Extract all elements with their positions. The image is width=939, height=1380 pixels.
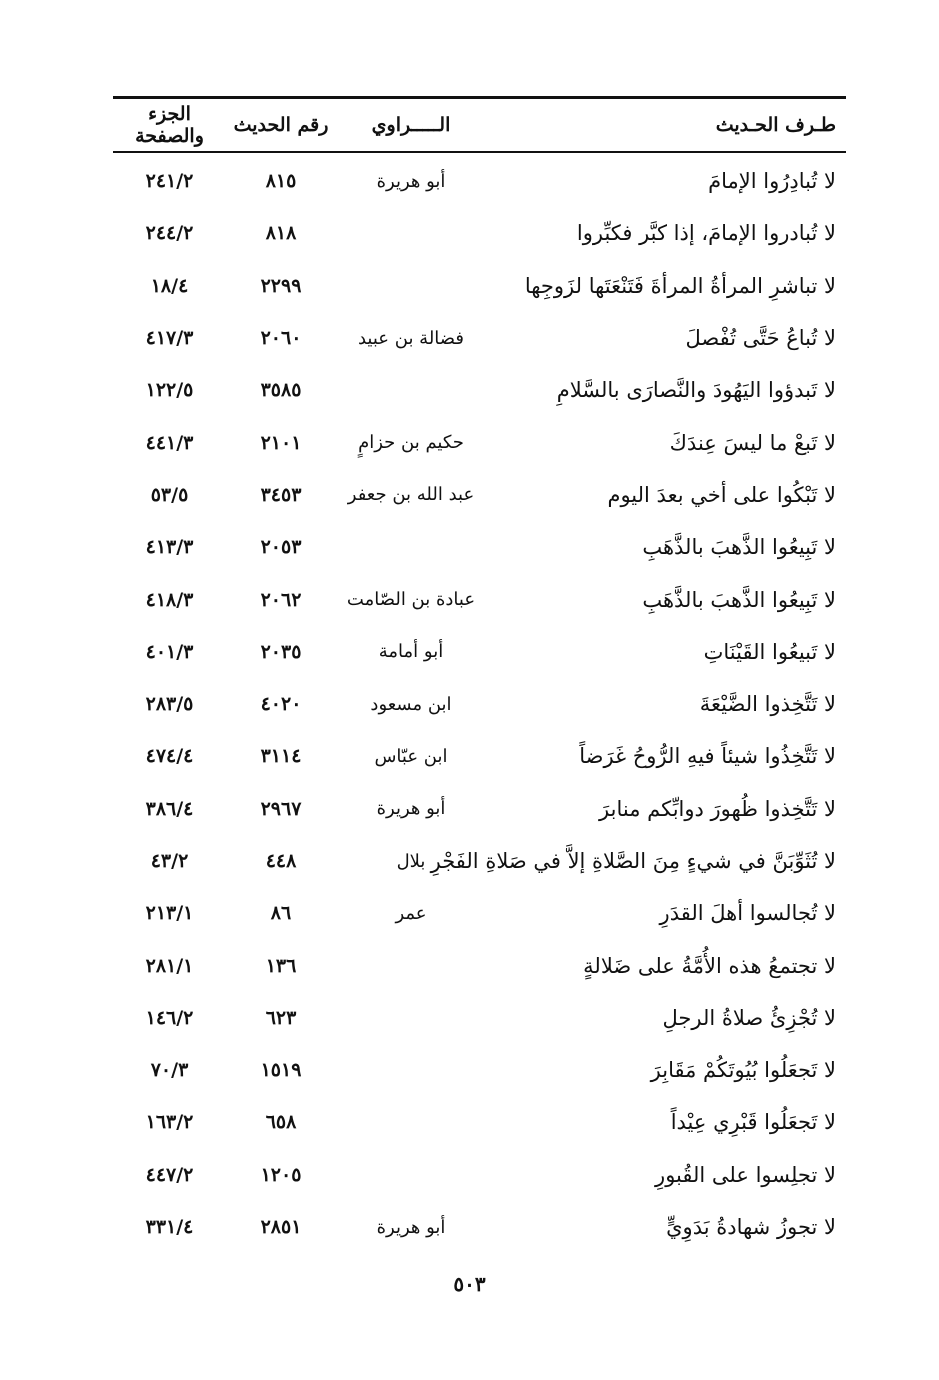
volume-page: ١٦٣/٢ xyxy=(145,1111,194,1134)
volume-page: ٤٤٧/٢ xyxy=(145,1163,194,1186)
table-row xyxy=(113,626,846,678)
volume-page: ٢١٣/١ xyxy=(145,902,194,925)
narrator: أبو أمامة xyxy=(378,641,444,663)
volume-page: ١٨/٤ xyxy=(150,274,189,297)
hadith-number: ٢٠٥٣ xyxy=(260,536,302,559)
page-number: ٥٠٣ xyxy=(453,1272,486,1296)
table-row xyxy=(113,730,846,782)
volume-page: ١٤٦/٢ xyxy=(145,1006,194,1029)
narrator: أبو هريرة xyxy=(376,170,446,192)
volume-page: ٢٨١/١ xyxy=(145,954,194,977)
volume-page: ٧٠/٣ xyxy=(150,1059,189,1082)
hadith-number: ٦٥٨ xyxy=(265,1111,297,1134)
hadith-text: لا تجتمعُ هذه الأُمَّةُ على ضَلالةٍ xyxy=(583,953,836,978)
hadith-number: ٢٠٣٥ xyxy=(260,640,302,663)
volume-page: ٤٠١/٣ xyxy=(145,640,194,663)
hadith-text: لا تباشرِ المرأةُ المرأةَ فَتَنْعَتَها لزَوجِها xyxy=(524,273,836,298)
table-header xyxy=(113,99,846,151)
table-row xyxy=(113,155,846,207)
table-row xyxy=(113,1044,846,1096)
hadith-text: لا تُجالسوا أهلَ القدَرِ xyxy=(659,901,836,926)
header-hadith-text: طـرف الحـديث xyxy=(715,114,836,136)
volume-page: ٤١٨/٣ xyxy=(145,588,194,611)
table-row xyxy=(113,678,846,730)
volume-page: ٥٣/٥ xyxy=(150,483,189,506)
hadith-number: ٢٢٩٩ xyxy=(260,274,302,297)
hadith-number: ٢٠٦٢ xyxy=(260,588,302,611)
hadith-number: ٢٠٦٠ xyxy=(260,327,302,350)
volume-page: ٤١٣/٣ xyxy=(145,536,194,559)
hadith-text: لا تَتَّخِذوا الضَّيْعَةَ xyxy=(699,692,836,717)
narrator: أبو هريرة xyxy=(376,1216,446,1238)
table-row xyxy=(113,1149,846,1201)
hadith-text: لا تَبدؤوا اليَهُودَ والنَّصارَى بالسَّلامِ xyxy=(556,378,836,403)
table-row xyxy=(113,992,846,1044)
volume-page: ٢٨٣/٥ xyxy=(145,693,194,716)
hadith-text: لا تُجْزِئُ صلاةُ الرجلِ xyxy=(662,1005,836,1030)
narrator: أبو هريرة xyxy=(376,798,446,820)
narrator: عبد الله بن جعفر xyxy=(347,484,475,506)
header-narrator: الـــــراوي xyxy=(371,114,451,136)
volume-page: ٤٧٤/٤ xyxy=(145,745,194,768)
hadith-number: ٨١٥ xyxy=(265,170,297,193)
hadith-text: لا تَبْكُوا على أخي بعدَ اليوم xyxy=(607,482,836,507)
table-row xyxy=(113,1201,846,1253)
hadith-text: لا تُبادِرُوا الإمامَ xyxy=(708,169,836,194)
hadith-number: ٢٩٦٧ xyxy=(260,797,302,820)
hadith-number: ٣١١٤ xyxy=(260,745,302,768)
table-row xyxy=(113,260,846,312)
index-page xyxy=(113,96,846,1253)
volume-page: ٢٤٤/٢ xyxy=(145,222,194,245)
volume-page: ٢٤١/٢ xyxy=(145,170,194,193)
hadith-number: ٣٤٥٣ xyxy=(260,483,302,506)
hadith-number: ٦٢٣ xyxy=(265,1006,297,1029)
hadith-number: ٨١٨ xyxy=(265,222,297,245)
hadith-number: ٢١٠١ xyxy=(260,431,302,454)
volume-page: ٣٣١/٤ xyxy=(145,1216,194,1239)
table-row xyxy=(113,207,846,259)
narrator: عبادة بن الصّامت xyxy=(346,589,476,611)
narrator: ابن عبّاس xyxy=(374,745,448,767)
narrator: فضالة بن عبيد xyxy=(357,327,465,349)
table-row xyxy=(113,416,846,468)
volume-page: ١٢٢/٥ xyxy=(145,379,194,402)
hadith-text: لا تَتَّخِذوا ظُهورَ دوابِّكم منابرَ xyxy=(599,796,836,821)
table-row xyxy=(113,312,846,364)
hadith-number: ٤٠٢٠ xyxy=(260,693,302,716)
volume-page: ٤٣/٢ xyxy=(150,850,189,872)
hadith-text: لا تجلِسوا على القُبورِ xyxy=(655,1162,836,1187)
table-row xyxy=(113,521,846,573)
header-volume-page: الجزء والصفحة xyxy=(135,103,204,147)
hadith-text: لا تَبعْ ما ليسَ عِندَكَ xyxy=(669,430,836,455)
hadith-text: لا تَجعَلُوا بُيُوتَكُمْ مَقَابِرَ xyxy=(650,1058,836,1083)
header-hadith-number: رقم الحديث xyxy=(233,114,329,136)
hadith-text: لا تُباعُ حَتَّى تُفْصلَ xyxy=(685,326,836,351)
hadith-number: ٨٦ xyxy=(270,902,292,925)
volume-page: ٤١٧/٣ xyxy=(145,327,194,350)
narrator: ابن مسعود xyxy=(370,693,452,715)
volume-page: ٣٨٦/٤ xyxy=(145,797,194,820)
hadith-text: لا تَتَّخِذُوا شيئاً فيهِ الرُّوحُ غَرَضاً xyxy=(579,744,836,769)
hadith-text: لا تجوزُ شهادةُ بَدَوِيٍّ xyxy=(666,1215,836,1240)
hadith-number: ٢٨٥١ xyxy=(260,1216,302,1239)
table-body xyxy=(113,153,846,1253)
narrator: حكيم بن حزامٍ xyxy=(358,432,464,454)
hadith-text: لا تُثَوِّبَنَّ في شيءٍ مِنَ الصَّلاةِ إلاَّ في صَلاةِ الفَجْرِ xyxy=(430,849,836,873)
table-row xyxy=(113,364,846,416)
table-row xyxy=(113,469,846,521)
hadith-number: ٤٤٨ xyxy=(265,850,297,872)
table-row xyxy=(113,835,846,887)
hadith-text: لا تَجعَلُوا قَبْرِي عِيْداً xyxy=(670,1110,836,1135)
hadith-number: ١٥١٩ xyxy=(260,1059,302,1082)
hadith-text: لا تُبادروا الإمامَ، إذا كبَّر فكبِّروا xyxy=(576,221,836,246)
narrator: بلال xyxy=(396,850,426,872)
hadith-text: لا تَبِيعُوا الذَّهبَ بالذَّهَبِ xyxy=(642,587,836,612)
narrator: عمر xyxy=(395,902,427,924)
table-row xyxy=(113,887,846,939)
hadith-number: ١٢٠٥ xyxy=(260,1163,302,1186)
table-row xyxy=(113,783,846,835)
volume-page: ٤٤١/٣ xyxy=(145,431,194,454)
table-row xyxy=(113,573,846,625)
table-row xyxy=(113,1096,846,1148)
table-row xyxy=(113,939,846,991)
hadith-text: لا تَبيعُوا القَيْنَاتِ xyxy=(703,639,836,664)
hadith-number: ٣٥٨٥ xyxy=(260,379,302,402)
hadith-text: لا تَبِيعُوا الذَّهبَ بالذَّهَبِ xyxy=(642,535,836,560)
hadith-number: ١٣٦ xyxy=(265,954,297,977)
